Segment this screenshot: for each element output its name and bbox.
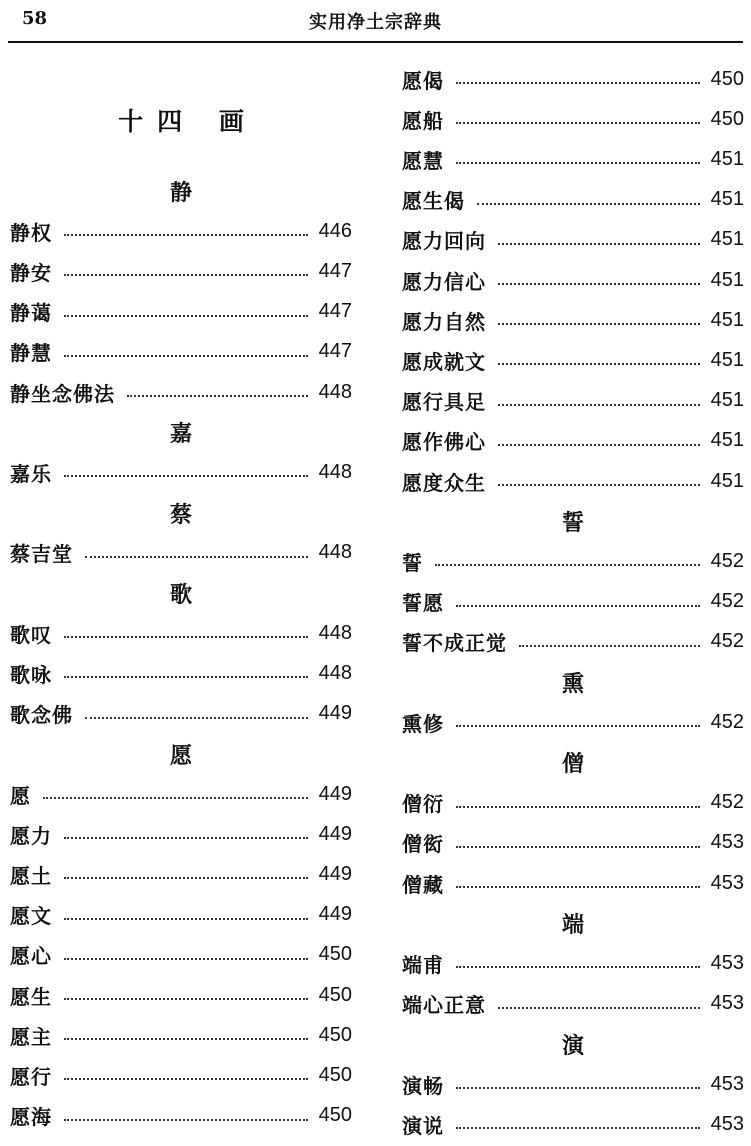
dot-leader xyxy=(85,717,308,719)
dot-leader xyxy=(64,636,308,638)
index-entry xyxy=(402,104,744,134)
index-entry xyxy=(10,980,352,1010)
entry-page-number: 448 xyxy=(318,621,352,644)
entry-term: 蔡吉堂 xyxy=(10,542,73,567)
entry-page-number: 451 xyxy=(710,147,744,170)
entry-page-number: 450 xyxy=(318,1063,352,1086)
entry-page-number: 451 xyxy=(710,348,744,371)
entry-page-number: 451 xyxy=(710,429,744,452)
entry-term: 僧衒 xyxy=(402,832,444,857)
entry-page-number: 451 xyxy=(710,469,744,492)
entry-term: 愿力自然 xyxy=(402,309,486,334)
index-entry xyxy=(10,859,352,889)
dot-leader xyxy=(498,323,700,325)
entry-term: 静慧 xyxy=(10,341,52,366)
dot-leader xyxy=(456,1127,700,1129)
group-heading: 僧 xyxy=(561,751,584,778)
index-entry xyxy=(10,1020,352,1050)
page-number: 58 xyxy=(22,8,48,29)
dot-leader xyxy=(456,806,700,808)
entry-term: 愿 xyxy=(10,783,31,808)
entry-term: 静权 xyxy=(10,220,52,245)
entry-page-number: 452 xyxy=(710,630,744,653)
index-entry xyxy=(402,345,744,375)
index-entry xyxy=(10,216,352,246)
entry-term: 誓愿 xyxy=(402,591,444,616)
dot-leader xyxy=(456,886,700,888)
group-heading: 嘉 xyxy=(169,421,192,448)
index-entry xyxy=(10,618,352,648)
dot-leader xyxy=(498,363,700,365)
entry-term: 歌咏 xyxy=(10,662,52,687)
index-entry xyxy=(10,900,352,930)
entry-page-number: 448 xyxy=(318,380,352,403)
entry-page-number: 448 xyxy=(318,460,352,483)
entry-page-number: 450 xyxy=(318,1023,352,1046)
entry-page-number: 453 xyxy=(710,992,744,1015)
entry-page-number: 449 xyxy=(318,702,352,725)
entry-term: 愿作佛心 xyxy=(402,430,486,455)
index-entry xyxy=(402,828,744,858)
entry-page-number: 449 xyxy=(318,862,352,885)
entry-page-number: 450 xyxy=(710,67,744,90)
entry-page-number: 452 xyxy=(710,590,744,613)
entry-term: 静安 xyxy=(10,260,52,285)
running-title: 实用净土宗辞典 xyxy=(309,12,442,33)
entry-term: 嘉乐 xyxy=(10,461,52,486)
entry-term: 端甫 xyxy=(402,952,444,977)
entry-page-number: 447 xyxy=(318,340,352,363)
index-entry xyxy=(402,627,744,657)
entry-page-number: 452 xyxy=(710,549,744,572)
entry-term: 静坐念佛法 xyxy=(10,381,115,406)
entry-page-number: 452 xyxy=(710,791,744,814)
page-header xyxy=(0,0,751,44)
index-entry xyxy=(10,819,352,849)
dot-leader xyxy=(456,82,700,84)
entry-page-number: 449 xyxy=(318,822,352,845)
dot-leader xyxy=(456,605,700,607)
entry-term: 愿慧 xyxy=(402,148,444,173)
dot-leader xyxy=(456,846,700,848)
index-entry xyxy=(402,707,744,737)
index-entry xyxy=(10,940,352,970)
index-entry xyxy=(402,788,744,818)
entry-term: 愿生偈 xyxy=(402,189,465,214)
index-entry xyxy=(402,868,744,898)
entry-term: 愿度众生 xyxy=(402,470,486,495)
entry-term: 愿成就文 xyxy=(402,349,486,374)
entry-term: 愿文 xyxy=(10,904,52,929)
dot-leader xyxy=(435,564,700,566)
dot-leader xyxy=(64,837,308,839)
group-heading: 愿 xyxy=(169,742,192,769)
dot-leader xyxy=(456,122,700,124)
dot-leader xyxy=(498,484,700,486)
dot-leader xyxy=(64,315,308,317)
index-entry xyxy=(402,144,744,174)
entry-page-number: 452 xyxy=(710,710,744,733)
dot-leader xyxy=(64,918,308,920)
entry-term: 愿力信心 xyxy=(402,269,486,294)
dot-leader xyxy=(477,203,700,205)
dot-leader xyxy=(64,998,308,1000)
entry-page-number: 453 xyxy=(710,831,744,854)
entry-page-number: 450 xyxy=(318,943,352,966)
entry-page-number: 453 xyxy=(710,1112,744,1135)
index-entry xyxy=(10,377,352,407)
index-entry xyxy=(402,587,744,617)
group-heading: 誓 xyxy=(561,510,584,537)
index-entry xyxy=(10,457,352,487)
dot-leader xyxy=(127,395,308,397)
index-entry xyxy=(402,1069,744,1099)
entry-page-number: 448 xyxy=(318,661,352,684)
dot-leader xyxy=(64,274,308,276)
entry-term: 誓 xyxy=(402,550,423,575)
entry-term: 誓不成正觉 xyxy=(402,631,507,656)
entry-page-number: 449 xyxy=(318,782,352,805)
index-entry xyxy=(402,225,744,255)
entry-term: 愿生 xyxy=(10,984,52,1009)
entry-term: 愿土 xyxy=(10,863,52,888)
dot-leader xyxy=(64,355,308,357)
entry-term: 愿行具足 xyxy=(402,390,486,415)
index-entry xyxy=(402,948,744,978)
dot-leader xyxy=(456,725,700,727)
index-entry xyxy=(402,466,744,496)
entry-term: 愿行 xyxy=(10,1064,52,1089)
section-heading: 十四 画 xyxy=(118,107,258,136)
entry-page-number: 450 xyxy=(318,1104,352,1127)
entry-page-number: 451 xyxy=(710,389,744,412)
entry-term: 愿主 xyxy=(10,1024,52,1049)
index-entry xyxy=(10,297,352,327)
group-heading: 歌 xyxy=(169,582,192,608)
entry-term: 静蔼 xyxy=(10,301,52,326)
entry-page-number: 451 xyxy=(710,268,744,291)
entry-term: 歌叹 xyxy=(10,622,52,647)
entry-page-number: 449 xyxy=(318,903,352,926)
entry-page-number: 447 xyxy=(318,259,352,282)
index-entry xyxy=(402,305,744,335)
index-entry xyxy=(10,658,352,688)
group-heading: 端 xyxy=(561,912,584,939)
dot-leader xyxy=(64,877,308,879)
entry-page-number: 450 xyxy=(710,107,744,130)
entry-page-number: 453 xyxy=(710,951,744,974)
group-heading: 静 xyxy=(169,180,192,206)
index-entry xyxy=(10,1101,352,1131)
dot-leader xyxy=(498,243,700,245)
dot-leader xyxy=(498,283,700,285)
entry-term: 端心正意 xyxy=(402,993,486,1018)
index-entry xyxy=(402,185,744,215)
entry-term: 愿海 xyxy=(10,1105,52,1130)
entry-term: 愿心 xyxy=(10,944,52,969)
entry-page-number: 451 xyxy=(710,308,744,331)
entry-term: 演说 xyxy=(402,1113,444,1138)
entry-term: 僧衍 xyxy=(402,792,444,817)
dot-leader xyxy=(64,676,308,678)
group-heading: 演 xyxy=(561,1032,584,1059)
index-entry xyxy=(10,337,352,367)
index-entry xyxy=(10,1060,352,1090)
index-entry xyxy=(402,386,744,416)
entry-term: 熏修 xyxy=(402,711,444,736)
entry-page-number: 453 xyxy=(710,871,744,894)
dot-leader xyxy=(498,444,700,446)
dot-leader xyxy=(85,556,308,558)
dot-leader xyxy=(456,966,700,968)
entry-page-number: 448 xyxy=(318,541,352,564)
dot-leader xyxy=(64,475,308,477)
header-rule xyxy=(8,41,743,43)
index-entry xyxy=(402,64,744,94)
index-entry xyxy=(402,546,744,576)
entry-term: 愿偈 xyxy=(402,68,444,93)
dot-leader xyxy=(498,1007,700,1009)
dot-leader xyxy=(64,1038,308,1040)
dot-leader xyxy=(43,797,308,799)
index-entry xyxy=(402,265,744,295)
entry-page-number: 453 xyxy=(710,1072,744,1095)
dot-leader xyxy=(519,645,700,647)
index-entry xyxy=(402,426,744,456)
dot-leader xyxy=(64,1119,308,1121)
group-heading: 熏 xyxy=(561,671,584,697)
entry-page-number: 451 xyxy=(710,188,744,211)
dot-leader xyxy=(64,1078,308,1080)
entry-page-number: 451 xyxy=(710,228,744,251)
entry-term: 歌念佛 xyxy=(10,703,73,728)
group-heading: 蔡 xyxy=(169,501,192,528)
index-entry xyxy=(402,1109,744,1139)
entry-page-number: 446 xyxy=(318,219,352,242)
entry-page-number: 450 xyxy=(318,983,352,1006)
dot-leader xyxy=(456,162,700,164)
entry-term: 演畅 xyxy=(402,1073,444,1098)
entry-term: 愿力 xyxy=(10,823,52,848)
index-entry xyxy=(10,538,352,568)
index-entry xyxy=(402,989,744,1019)
dot-leader xyxy=(64,958,308,960)
index-entry xyxy=(10,699,352,729)
index-entry xyxy=(10,256,352,286)
dot-leader xyxy=(498,404,700,406)
dot-leader xyxy=(456,1087,700,1089)
entry-term: 僧藏 xyxy=(402,872,444,897)
dot-leader xyxy=(64,234,308,236)
entry-page-number: 447 xyxy=(318,300,352,323)
index-entry xyxy=(10,779,352,809)
entry-term: 愿船 xyxy=(402,108,444,133)
entry-term: 愿力回向 xyxy=(402,229,486,254)
